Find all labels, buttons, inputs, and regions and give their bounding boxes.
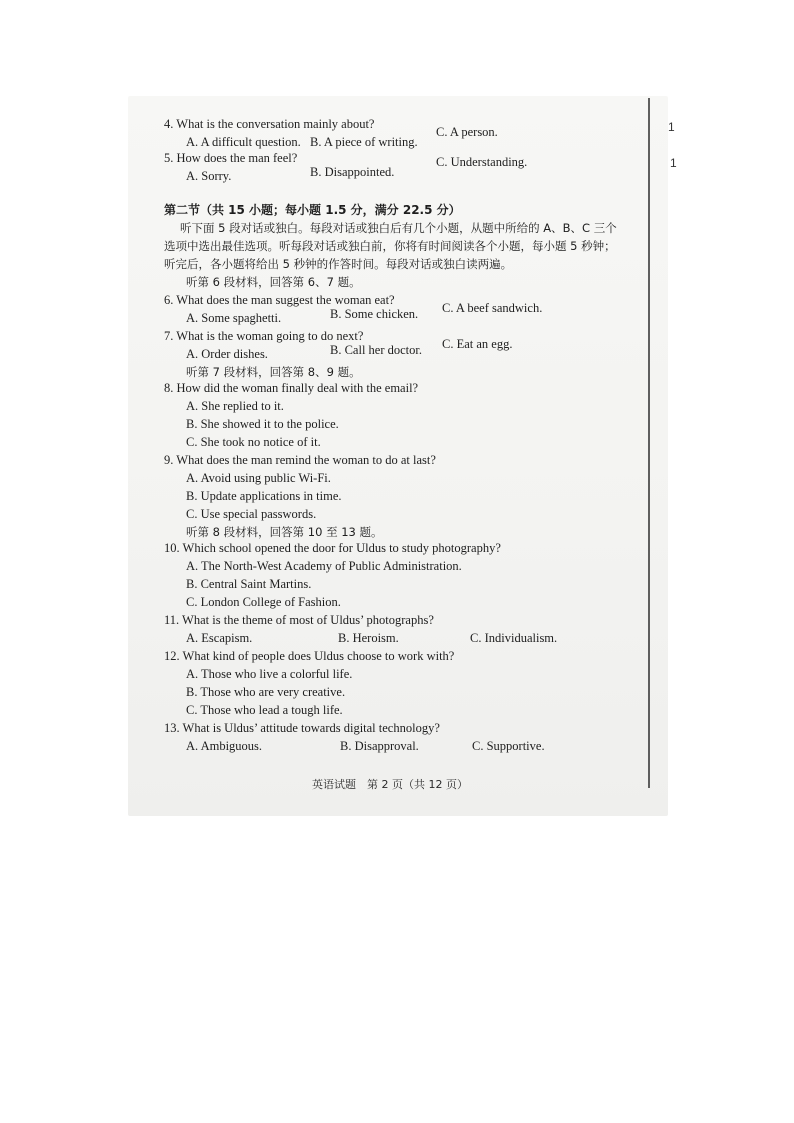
- option-a: A. Sorry.: [186, 169, 232, 183]
- option-a: A. Ambiguous.: [186, 739, 263, 753]
- option-c: C. She took no notice of it.: [186, 435, 321, 449]
- instruction-line: 选项中选出最佳选项。听每段对话或独白前，你将有时间阅读各个小题，每小题 5 秒钟；: [164, 239, 616, 253]
- option-c: C. A person.: [436, 125, 498, 139]
- option-c: C. Use special passwords.: [186, 507, 317, 521]
- option-b: B. Call her doctor.: [330, 343, 422, 357]
- option-a: A. Avoid using public Wi-Fi.: [186, 471, 331, 485]
- page-footer: 英语试题 第 2 页（共 12 页）: [312, 778, 468, 791]
- option-b: B. Update applications in time.: [186, 489, 342, 503]
- question-10: 10. Which school opened the door for Uldus to study photography?: [164, 541, 501, 555]
- option-b: B. A piece of writing.: [310, 135, 418, 149]
- option-a: A. Those who live a colorful life.: [186, 667, 353, 681]
- option-b: B. Those who are very creative.: [186, 685, 346, 699]
- material-intro: 听第 7 段材料，回答第 8、9 题。: [186, 365, 361, 379]
- margin-mark: 1: [668, 120, 675, 134]
- material-intro: 听第 6 段材料，回答第 6、7 题。: [186, 275, 361, 289]
- option-a: A. The North-West Academy of Public Administration.: [186, 559, 462, 573]
- option-b: B. Heroism.: [338, 631, 399, 645]
- option-b: B. Disapproval.: [340, 739, 419, 753]
- section-title: 第二节（共 15 小题；每小题 1.5 分，满分 22.5 分）: [164, 203, 461, 217]
- option-b: B. Central Saint Martins.: [186, 577, 312, 591]
- question-5: 5. How does the man feel?: [164, 151, 298, 165]
- question-12: 12. What kind of people does Uldus choose to work with?: [164, 649, 455, 663]
- question-11: 11. What is the theme of most of Uldus’ photographs?: [164, 613, 434, 627]
- instruction-line: 听下面 5 段对话或独白。每段对话或独白后有几个小题，从题中所给的 A、B、C 三个: [180, 221, 617, 235]
- option-c: C. Individualism.: [470, 631, 558, 645]
- option-c: C. Eat an egg.: [442, 337, 513, 351]
- question-8: 8. How did the woman finally deal with the email?: [164, 381, 419, 395]
- option-c: C. Supportive.: [472, 739, 545, 753]
- margin-mark: 1: [670, 156, 677, 170]
- option-a: A. Escapism.: [186, 631, 253, 645]
- question-4: 4. What is the conversation mainly about?: [164, 117, 375, 131]
- option-a: A. She replied to it.: [186, 399, 284, 413]
- option-c: C. Those who lead a tough life.: [186, 703, 343, 717]
- option-b: B. She showed it to the police.: [186, 417, 339, 431]
- instruction-line: 听完后，各小题将给出 5 秒钟的作答时间。每段对话或独白读两遍。: [164, 257, 513, 271]
- material-intro: 听第 8 段材料，回答第 10 至 13 题。: [186, 525, 383, 539]
- option-c: C. London College of Fashion.: [186, 595, 341, 609]
- option-a: A. Some spaghetti.: [186, 311, 282, 325]
- option-c: C. A beef sandwich.: [442, 301, 543, 315]
- option-c: C. Understanding.: [436, 155, 528, 169]
- option-b: B. Disappointed.: [310, 165, 395, 179]
- question-13: 13. What is Uldus’ attitude towards digital technology?: [164, 721, 440, 735]
- question-9: 9. What does the man remind the woman to do at last?: [164, 453, 436, 467]
- option-a: A. A difficult question.: [186, 135, 301, 149]
- option-b: B. Some chicken.: [330, 307, 419, 321]
- question-7: 7. What is the woman going to do next?: [164, 329, 364, 343]
- question-6: 6. What does the man suggest the woman eat?: [164, 293, 395, 307]
- page-fold-line: [648, 98, 650, 788]
- option-a: A. Order dishes.: [186, 347, 268, 361]
